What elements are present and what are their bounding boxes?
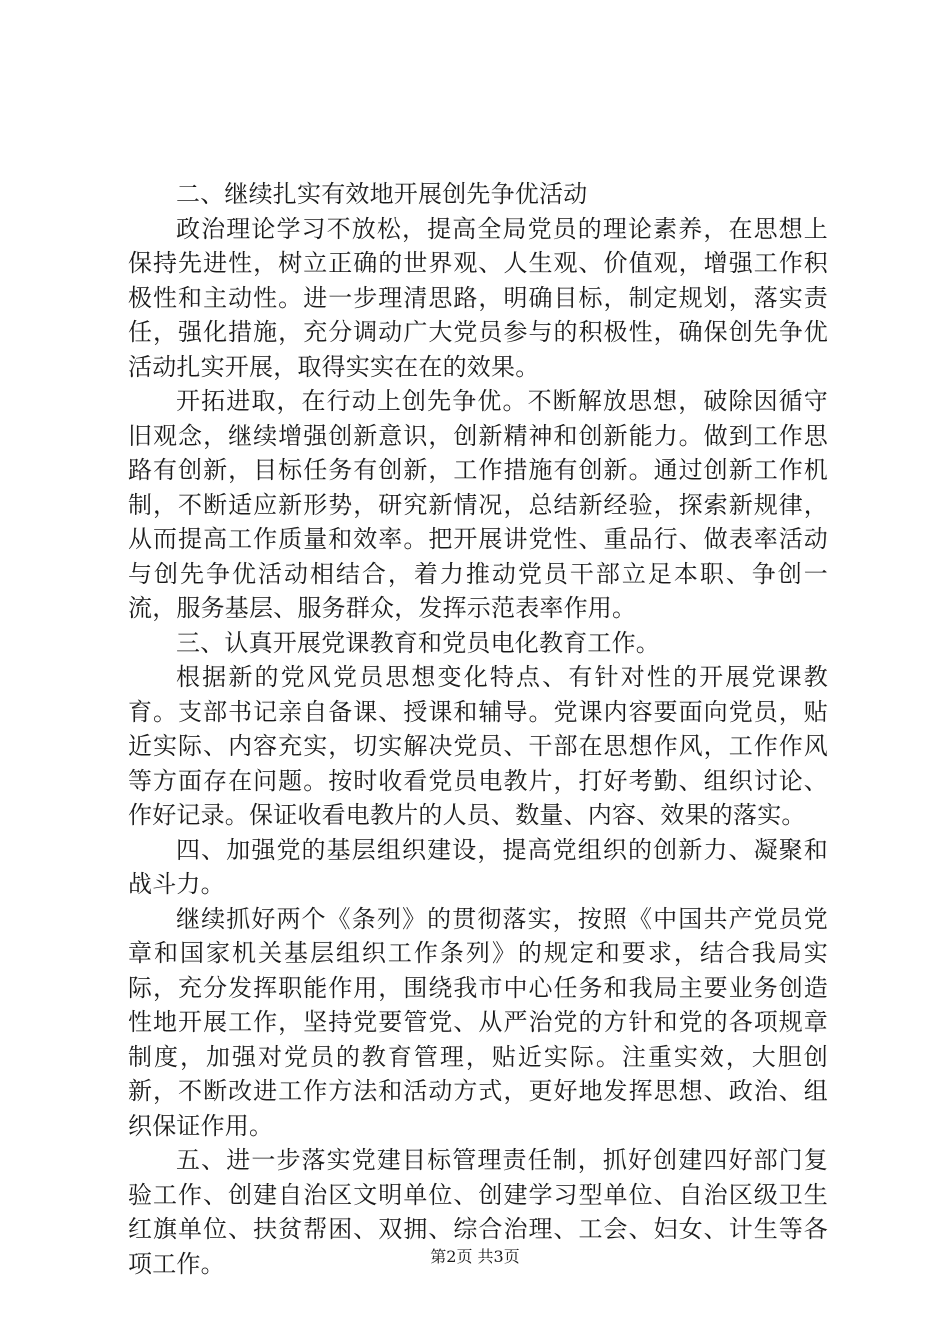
section-heading-4: 四、加强党的基层组织建设，提高党组织的创新力、凝聚和战斗力。 [128, 835, 828, 898]
section-heading-5: 五、进一步落实党建目标管理责任制，抓好创建四好部门复验工作、创建自治区文明单位、创建学习型单位、自治区级卫生红旗单位、扶贫帮困、双拥、综合治理、工会、妇女、计生等各项工作。 [128, 1146, 828, 1278]
paragraph: 根据新的党风党员思想变化特点、有针对性的开展党课教育。支部书记亲自备课、授课和辅导。党课内容要面向党员，贴近实际、内容充实，切实解决党员、干部在思想作风，工作作风等方面存在问题。按时收看党员电教片，打好考勤、组织讨论、作好记录。保证收看电教片的人员、数量、内容、效果的落实。 [128, 663, 828, 829]
paragraph: 开拓进取，在行动上创先争优。不断解放思想，破除因循守旧观念，继续增强创新意识，创新精神和创新能力。做到工作思路有创新，目标任务有创新，工作措施有创新。通过创新工作机制，不断适应新形势，研究新情况，总结新经验，探索新规律，从而提高工作质量和效率。把开展讲党性、重品行、做表率活动与创先争优活动相结合，着力推动党员干部立足本职、争创一流，服务基层、服务群众，发挥示范表率作用。 [128, 387, 828, 622]
paragraph: 政治理论学习不放松，提高全局党员的理论素养，在思想上保持先进性，树立正确的世界观、人生观、价值观，增强工作积极性和主动性。进一步理清思路，明确目标，制定规划，落实责任，强化措施，充分调动广大党员参与的积极性，确保创先争优活动扎实开展，取得实实在在的效果。 [128, 214, 828, 381]
paragraph: 继续抓好两个《条列》的贯彻落实，按照《中国共产党员党章和国家机关基层组织工作条列》的规定和要求，结合我局实际，充分发挥职能作用，围绕我市中心任务和我局主要业务创造性地开展工作，坚持党要管党、从严治党的方针和党的各项规章制度，加强对党员的教育管理，贴近实际。注重实效，大胆创新，不断改进工作方法和活动方式，更好地发挥思想、政治、组织保证作用。 [128, 904, 828, 1140]
section-heading-2: 二、继续扎实有效地开展创先争优活动 [176, 180, 588, 208]
document-body [128, 177, 828, 1281]
section-heading-3: 三、认真开展党课教育和党员电化教育工作。 [176, 628, 660, 657]
page-footer: 第2页 共3页 [430, 1247, 520, 1266]
